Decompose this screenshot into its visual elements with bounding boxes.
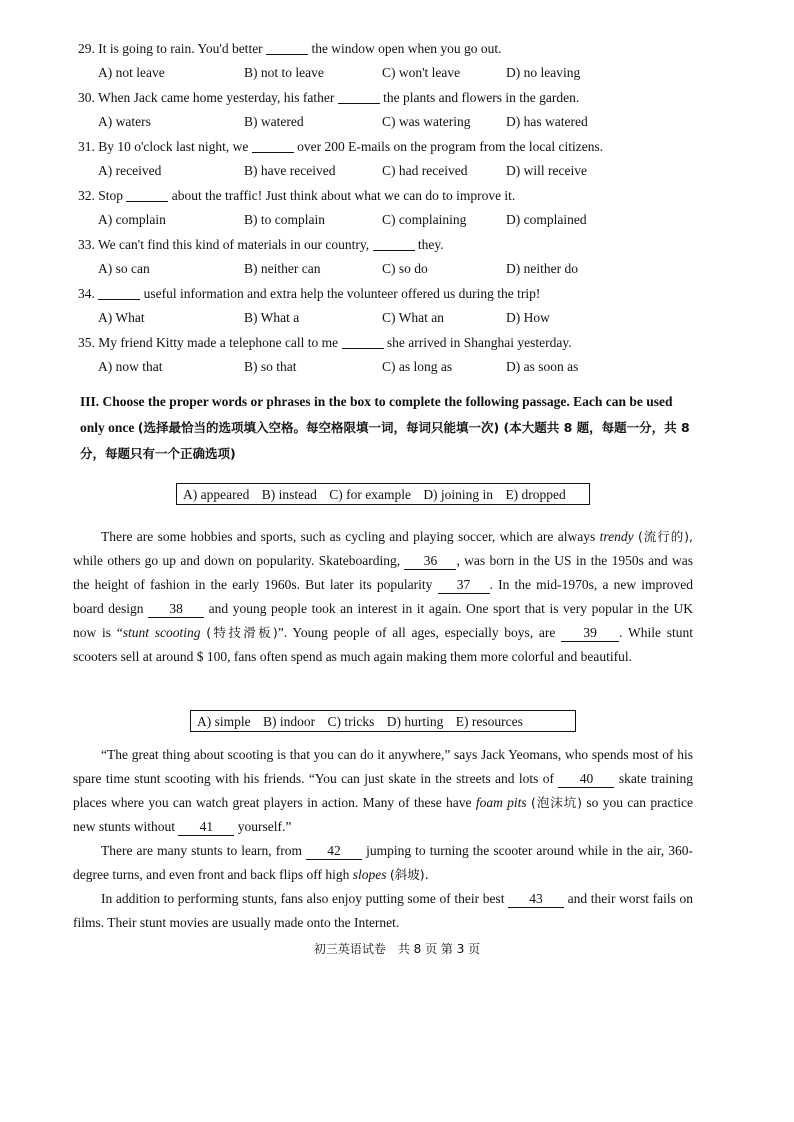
word-box-1 bbox=[176, 483, 590, 505]
question-text: We can't find this kind of materials in our country, bbox=[98, 237, 370, 252]
box-option: B) instead bbox=[261, 487, 317, 502]
answer-option[interactable]: D) How bbox=[506, 310, 550, 325]
answer-blank[interactable] bbox=[338, 89, 380, 104]
section-3-heading: III. Choose the proper words or phrases in the box to complete the following passage. Each can be used only once (选择最恰当的选项填入空格。每空格限填一词，每词只能填一次) (本大题共 8 题，每题一分，共 8 分，每题只有一个正确选项) bbox=[80, 394, 690, 461]
answer-option[interactable]: A) received bbox=[98, 163, 162, 178]
answer-option[interactable]: D) as soon as bbox=[506, 359, 579, 374]
answer-option[interactable]: D) will receive bbox=[506, 163, 587, 178]
question-text: the window open when you go out. bbox=[311, 41, 502, 56]
option-row bbox=[98, 163, 718, 181]
answer-option[interactable]: C) What an bbox=[382, 310, 444, 325]
option-row bbox=[98, 359, 718, 377]
question-number: 32. bbox=[78, 188, 95, 203]
answer-blank[interactable] bbox=[342, 334, 384, 349]
question-number: 29. bbox=[78, 41, 95, 56]
box-option: C) for example bbox=[329, 487, 411, 502]
blank-36[interactable]: 36 bbox=[404, 553, 456, 570]
answer-option[interactable]: A) waters bbox=[98, 114, 151, 129]
answer-option[interactable]: C) as long as bbox=[382, 359, 453, 374]
question-number: 33. bbox=[78, 237, 95, 252]
page-footer: 初三英语试卷 共 8 页 第 3 页 bbox=[313, 942, 481, 956]
answer-option[interactable]: C) had received bbox=[382, 163, 468, 178]
answer-option[interactable]: C) complaining bbox=[382, 212, 467, 227]
blank-42[interactable]: 42 bbox=[306, 843, 362, 860]
box-option: B) indoor bbox=[263, 714, 316, 729]
box-option: A) appeared bbox=[183, 487, 250, 502]
question-text: useful information and extra help the volunteer offered us during the trip! bbox=[143, 286, 541, 301]
box-option: E) dropped bbox=[505, 487, 566, 502]
box-option: A) simple bbox=[197, 714, 251, 729]
answer-blank[interactable] bbox=[373, 236, 415, 251]
answer-option[interactable]: B) not to leave bbox=[244, 65, 324, 80]
answer-option[interactable]: D) has watered bbox=[506, 114, 588, 129]
option-row bbox=[98, 114, 718, 132]
question-stem bbox=[78, 89, 579, 106]
question-text: Stop bbox=[98, 188, 124, 203]
answer-option[interactable]: A) complain bbox=[98, 212, 166, 227]
answer-blank[interactable] bbox=[126, 187, 168, 202]
question-text: over 200 E-mails on the program from the local citizens. bbox=[297, 139, 604, 154]
box-option: E) resources bbox=[455, 714, 523, 729]
box-option: C) tricks bbox=[327, 714, 375, 729]
option-row bbox=[98, 261, 718, 279]
question-number: 31. bbox=[78, 139, 95, 154]
answer-option[interactable]: B) to complain bbox=[244, 212, 325, 227]
question-text: My friend Kitty made a telephone call to me bbox=[98, 335, 339, 350]
option-row bbox=[98, 212, 718, 230]
question-text: When Jack came home yesterday, his father bbox=[98, 90, 335, 105]
word-box-2 bbox=[190, 710, 576, 732]
blank-41[interactable]: 41 bbox=[178, 819, 234, 836]
answer-option[interactable]: C) was watering bbox=[382, 114, 471, 129]
answer-option[interactable]: B) watered bbox=[244, 114, 304, 129]
answer-option[interactable]: D) complained bbox=[506, 212, 587, 227]
question-text: about the traffic! Just think about what we can do to improve it. bbox=[171, 188, 516, 203]
answer-option[interactable]: A) now that bbox=[98, 359, 163, 374]
answer-option[interactable]: A) so can bbox=[98, 261, 150, 276]
blank-38[interactable]: 38 bbox=[148, 601, 204, 618]
blank-40[interactable]: 40 bbox=[558, 771, 614, 788]
answer-option[interactable]: B) so that bbox=[244, 359, 297, 374]
question-stem bbox=[78, 334, 572, 351]
passage-2: “The great thing about scooting is that you can do it anywhere,” says Jack Yeomans, who spends most of his spare time stunt scooting with his friends. “You can just skate in the streets and lots of 40 skate training places where you can watch great players in action. Many of these have foam pits (泡沫坑) so you can practice new stunts without 41 yourself.” There are many stunts to learn, from 42 jumping to turning the scooter around while in the air, 360-degree turns, and even front and back flips off high slopes (斜坡). In addition to performing stunts, fans also enjoy putting some of their best 43 and their worst fails on films. Their stunt movies are usually made onto the Internet. bbox=[73, 747, 694, 930]
answer-option[interactable]: D) no leaving bbox=[506, 65, 581, 80]
answer-option[interactable]: A) What bbox=[98, 310, 145, 325]
box-option: D) hurting bbox=[386, 714, 444, 729]
question-stem bbox=[78, 187, 515, 204]
answer-option[interactable]: B) neither can bbox=[244, 261, 321, 276]
box-option: D) joining in bbox=[423, 487, 494, 502]
passage-1: There are some hobbies and sports, such as cycling and playing soccer, which are always trendy (流行的), while others go up and down on popularity. Skateboarding, 36 , was born in the US in the 1950s and was the height of fashion in the early 1960s. But later its popularity 37 . In the mid-1970s, a new improved board design 38 and young people took an interest in it again. One sport that is very popular in the UK now is “stunt scooting (特技滑板)”. Young people of all ages, especially boys, are 39 . While stunt scooters sell at around $ 100, fans often spend as much again making them more colorful and beautiful. bbox=[73, 529, 694, 664]
answer-option[interactable]: B) What a bbox=[244, 310, 300, 325]
question-text: By 10 o'clock last night, we bbox=[98, 139, 249, 154]
answer-option[interactable]: A) not leave bbox=[98, 65, 165, 80]
blank-39[interactable]: 39 bbox=[561, 625, 619, 642]
question-stem bbox=[78, 138, 603, 155]
answer-blank[interactable] bbox=[266, 40, 308, 55]
question-number: 30. bbox=[78, 90, 95, 105]
question-text: It is going to rain. You'd better bbox=[98, 41, 263, 56]
question-number: 34. bbox=[78, 286, 95, 301]
question-number: 35. bbox=[78, 335, 95, 350]
option-row bbox=[98, 65, 718, 83]
question-text: the plants and flowers in the garden. bbox=[383, 90, 580, 105]
answer-option[interactable]: C) won't leave bbox=[382, 65, 461, 80]
blank-43[interactable]: 43 bbox=[508, 891, 564, 908]
answer-blank[interactable] bbox=[98, 285, 140, 300]
blank-37[interactable]: 37 bbox=[438, 577, 490, 594]
question-text: she arrived in Shanghai yesterday. bbox=[386, 335, 572, 350]
question-stem bbox=[78, 285, 540, 302]
option-row bbox=[98, 310, 718, 328]
answer-option[interactable]: D) neither do bbox=[506, 261, 578, 276]
question-text: they. bbox=[417, 237, 444, 252]
answer-option[interactable]: B) have received bbox=[244, 163, 336, 178]
answer-blank[interactable] bbox=[252, 138, 294, 153]
answer-option[interactable]: C) so do bbox=[382, 261, 428, 276]
question-stem bbox=[78, 40, 502, 57]
question-stem bbox=[78, 236, 444, 253]
